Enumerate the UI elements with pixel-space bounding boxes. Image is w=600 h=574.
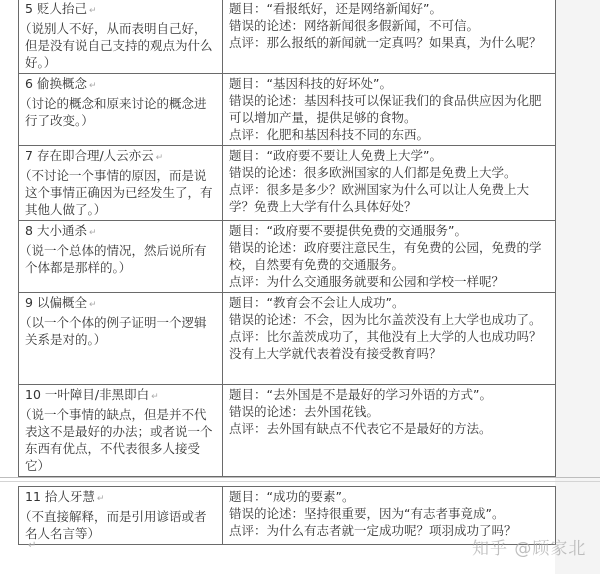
example-comment: 点评：那么报纸的新闻就一定真吗？如果真，为什么呢？ [229,35,542,50]
table-row-5 [19,0,556,74]
watermark: 知乎 @顾家北 [472,539,587,559]
fallacy-explanation: （以一个个体的例子证明一个逻辑关系是对的。） [19,315,207,347]
paragraph-mark-icon: ↵ [88,6,97,16]
example-topic: 题目：“成功的要素”。 [229,489,355,504]
paragraph-mark-icon: ↵ [88,300,97,310]
fallacy-example-cell [223,385,556,477]
table-row-6 [19,74,556,146]
fallacy-name-cell [19,487,223,545]
fallacy-explanation: （说一个事情的缺点，但是并不代表这不是最好的办法；或者说一个东西有优点，不代表很多人接受它） [19,407,213,473]
example-wrong-argument: 错误的论述：坚持很重要，因为“有志者事竟成”。 [229,506,505,521]
fallacy-title: 9 以偏概全 ↵ [25,295,97,310]
fallacy-title: 8 大小通杀 ↵ [25,223,97,238]
example-comment: 点评：化肥和基因科技不同的东西。 [229,127,430,142]
example-wrong-argument: 错误的论述：基因科技可以保证我们的食品供应因为化肥可以增加产量，提供足够的食物。 [229,93,542,125]
fallacy-name-cell [19,385,223,477]
fallacy-title: 7 存在即合理/人云亦云 ↵ [25,148,164,163]
paragraph-mark-icon: ↵ [96,494,105,504]
paragraph-mark-icon: ↵ [155,153,164,163]
fallacy-example-cell [223,0,556,74]
example-topic: 题目：“去外国是不是最好的学习外语的方式”。 [229,387,492,402]
fallacy-title: 10 一叶障目/非黑即白 ↵ [25,387,159,402]
example-comment: 点评：为什么有志者就一定成功呢？项羽成功了吗？ [229,523,517,538]
fallacy-name-cell [19,146,223,221]
fallacy-example-cell [223,74,556,146]
table-row-8 [19,221,556,293]
table-row-10 [19,385,556,477]
example-wrong-argument: 错误的论述：政府要注意民生，有免费的公园，免费的学校，自然要有免费的交通服务。 [229,240,542,272]
example-topic: 题目：“看报纸好，还是网络新闻好”。 [229,1,442,16]
example-topic: 题目：“教育会不会让人成功”。 [229,295,405,310]
example-comment: 点评：去外国有缺点不代表它不是最好的方法。 [229,421,492,436]
fallacy-table-part-1 [18,0,556,477]
fallacy-explanation: （说一个总体的情况，然后说所有个体都是那样的。） [19,243,207,275]
fallacy-name-cell [19,74,223,146]
example-topic: 题目：“基因科技的好坏处”。 [229,76,392,91]
page-margin [555,0,600,574]
paragraph-mark-icon: ↵ [28,540,37,551]
page-break-line [0,477,600,478]
example-topic: 题目：“政府要不要让人免费上大学”。 [229,148,442,163]
example-comment: 点评：很多是多少？欧洲国家为什么可以让人免费上大学？免费上大学有什么具体好处？ [229,182,530,214]
example-wrong-argument: 错误的论述：去外国花钱。 [229,404,380,419]
table-row-9 [19,293,556,385]
fallacy-example-cell [223,221,556,293]
fallacy-explanation: （不讨论一个事情的原因，而是说这个事情正确因为已经发生了，有其他人做了。） [19,168,213,217]
fallacy-example-cell [223,293,556,385]
fallacy-name-cell [19,221,223,293]
fallacy-name-cell [19,0,223,74]
table-row-7 [19,146,556,221]
fallacy-explanation: （说别人不好，从而表明自己好，但是没有说自己支持的观点为什么好。） [19,21,213,70]
example-topic: 题目：“政府要不要提供免费的交通服务”。 [229,223,467,238]
example-wrong-argument: 错误的论述：网络新闻很多假新闻，不可信。 [229,18,480,33]
fallacy-title: 11 拾人牙慧 ↵ [25,489,105,504]
fallacy-explanation: （讨论的概念和原来讨论的概念进行了改变。） [19,96,207,128]
fallacy-explanation: （不直接解释，而是引用谚语或者名人名言等） [19,509,207,541]
fallacy-title: 5 贬人抬己 ↵ [25,1,97,16]
example-comment: 点评：为什么交通服务就要和公园和学校一样呢？ [229,274,505,289]
fallacy-name-cell [19,293,223,385]
paragraph-mark-icon: ↵ [151,392,159,402]
example-comment: 点评：比尔盖茨成功了，其他没有上大学的人也成功吗？没有上大学就代表着没有接受教育吗？ [229,329,542,361]
example-wrong-argument: 错误的论述：不会，因为比尔盖茨没有上大学也成功了。 [229,312,542,327]
example-wrong-argument: 错误的论述：很多欧洲国家的人们都是免费上大学。 [229,165,517,180]
page-break-line [0,481,600,482]
paragraph-mark-icon: ↵ [88,81,97,91]
paragraph-mark-icon: ↵ [88,228,97,238]
fallacy-title: 6 偷换概念 ↵ [25,76,97,91]
fallacy-example-cell [223,146,556,221]
